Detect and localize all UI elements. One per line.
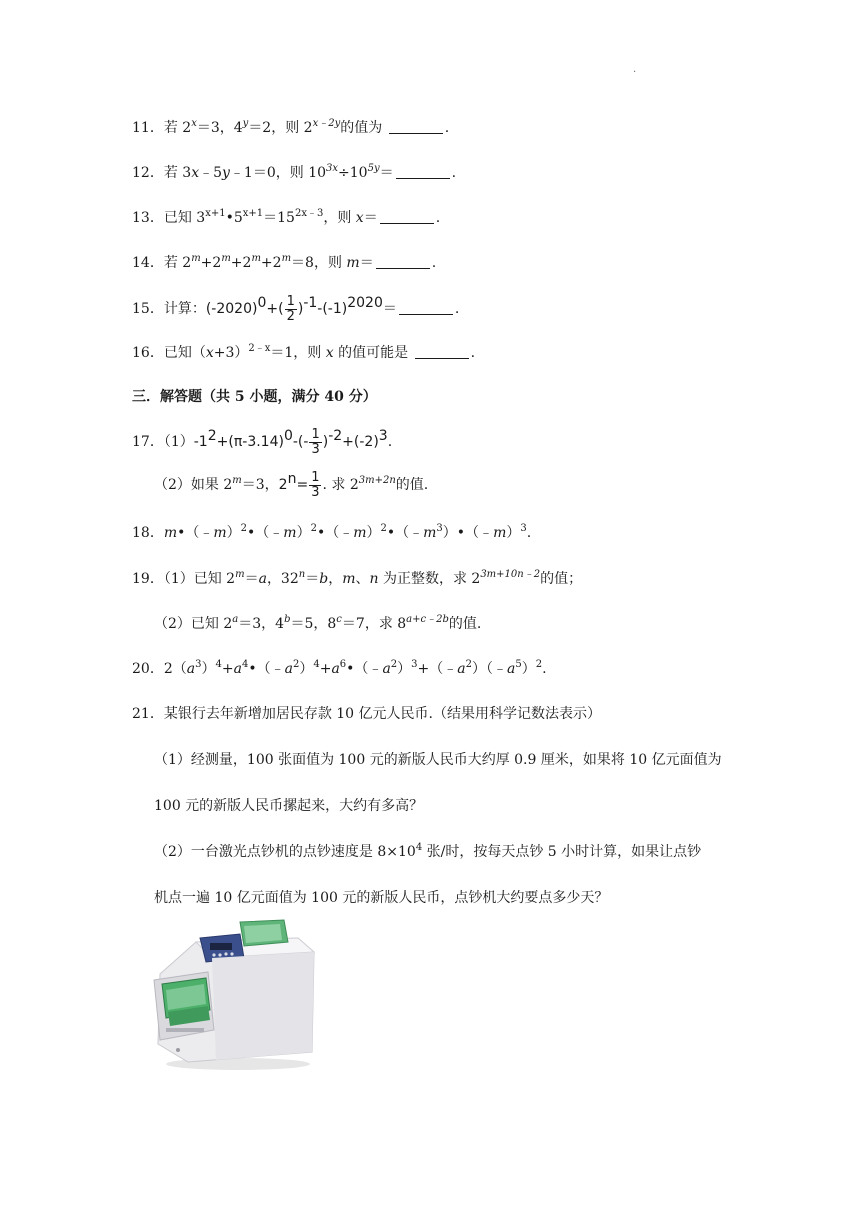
machine-knob <box>176 1048 180 1052</box>
question-21-part-1-line-1: （1）经测量，100 张面值为 100 元的新版人民币大约厚 0.9 厘米，如果将 10 亿元面值为 <box>154 752 722 768</box>
answer-blank-13[interactable] <box>380 209 434 224</box>
answer-blank-11[interactable] <box>389 119 443 134</box>
question-14: 14．若 $2^m+2^m+2^m+2^m=8$，则 m＝ . <box>132 253 437 271</box>
fraction-one-third-2: $\frac{1}{3}$ <box>311 469 320 500</box>
answer-blank-14[interactable] <box>376 254 430 269</box>
machine-side-panel <box>212 952 314 1060</box>
answer-blank-16[interactable] <box>415 344 469 359</box>
money-counter-image <box>148 912 318 1072</box>
banknote-highlight <box>244 924 282 943</box>
question-21-part-2-line-2: 机点一遍 10 亿元面值为 100 元的新版人民币，点钞机大约要点多少天？ <box>154 890 609 906</box>
question-17-part-2: （2）如果 $2^m=3$，$2^n=$ $\frac{1}{3}$ . 求 $2^{3m+2n}$的值. <box>154 469 429 500</box>
question-19-part-2: （2）已知 $2^a=3$，$4^b=5$，$8^c=7$，求 $8^{a+c﹣2b}$的值. <box>154 614 482 632</box>
panel-button <box>224 952 227 955</box>
question-11: 11．若 $2^x=3$，$4^y=2$，则 $2^{x﹣2y}$的值为 . <box>132 118 450 136</box>
question-21-part-1-line-2: 100 元的新版人民币摞起来，大约有多高？ <box>154 798 424 814</box>
question-21-part-2-line-1: （2）一台激光点钞机的点钞速度是 $8\times 10^4$ 张/时，按每天点钞 5 小时计算，如果让点钞 <box>154 842 702 860</box>
page-dot: . <box>633 64 637 75</box>
panel-button <box>230 952 233 955</box>
fraction-one-half: $\frac{1}{2}$ <box>286 293 295 324</box>
fraction-one-third: $\frac{1}{3}$ <box>311 426 320 457</box>
front-slot <box>166 1028 204 1032</box>
panel-button <box>212 953 215 956</box>
question-19-part-1: 19．（1）已知 $2^m=a$，$32^n=b$，m、n 为正整数，求 $2^{3m+10n﹣2}$的值； <box>132 569 583 587</box>
answer-blank-15[interactable] <box>399 300 453 315</box>
display-screen <box>210 943 232 950</box>
panel-button <box>218 953 221 956</box>
question-16: 16．已知$(x+3)^{2﹣x}=1$，则 x 的值可能是 . <box>132 343 476 361</box>
question-15: 15．计算：$(-2020)^0+$( $\frac{1}{2}$ )$^{-1}-(-1)^{2020}=$ . <box>132 293 460 324</box>
question-12: 12．若 3x﹣5y﹣1＝0，则 $10^{3x}\div 10^{5y}=$ . <box>132 163 457 181</box>
question-20: 20．$2(a^3)^4+a^4•(﹣a^2)^4+a^6•(﹣a^2)^3+(﹣a^2)(﹣a^5)^2$. <box>132 659 547 677</box>
section-heading: 三．解答题（共 5 小题，满分 40 分） <box>132 389 377 405</box>
question-17-part-1: 17．$(1)-1^2+(\pi-3.14)^0-(-$ $\frac{1}{3}$ )$^{-2}+(-2)^3$. <box>132 426 393 457</box>
question-21-stem: 21．某银行去年新增加居民存款 10 亿元人民币.（结果用科学记数法表示） <box>132 706 601 722</box>
question-13: 13．已知 $3^{x+1}•5^{x+1}=15^{2x﹣3}$，则 x＝ . <box>132 208 441 226</box>
answer-blank-12[interactable] <box>396 164 450 179</box>
question-18: 18．$m•(﹣m)^2•(﹣m)^2•(﹣m)^2•(﹣m^3)•(﹣m)^3$. <box>132 523 532 541</box>
